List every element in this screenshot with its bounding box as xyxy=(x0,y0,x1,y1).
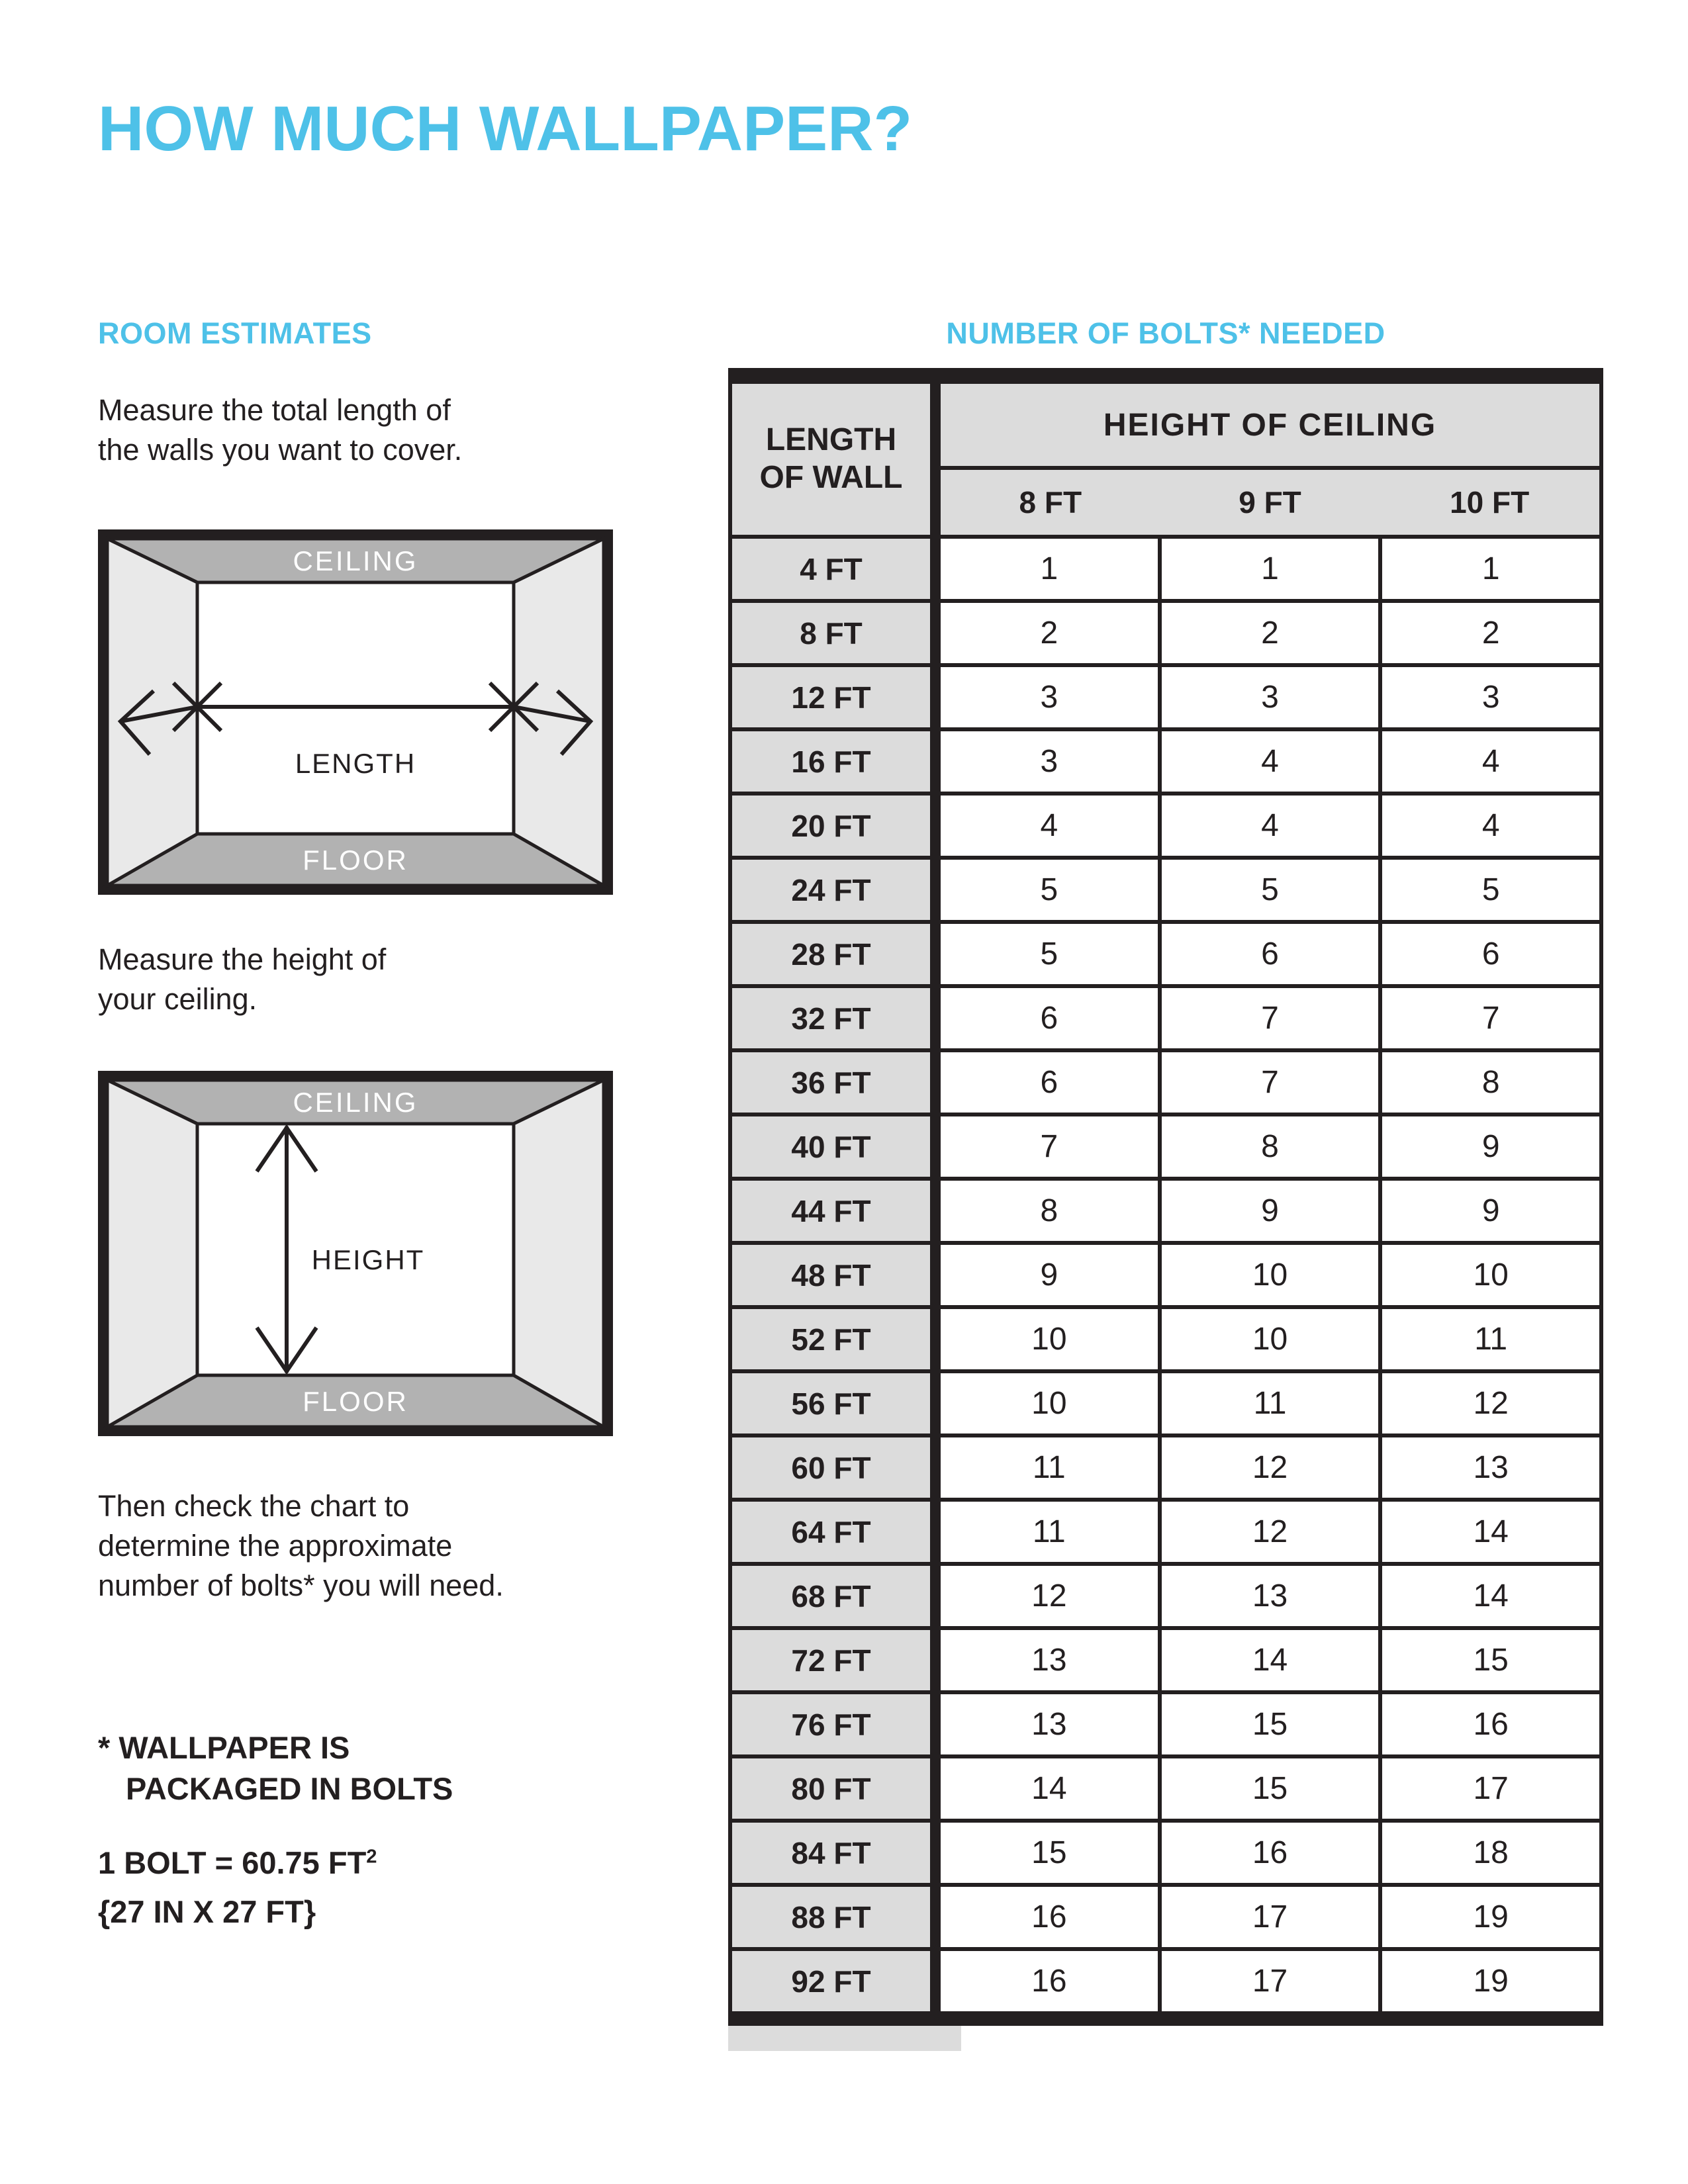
bolt-count-cell: 11 xyxy=(941,1437,1158,1498)
wallpaper-footnote xyxy=(98,1727,453,1809)
floor-label: FLOOR xyxy=(303,844,408,876)
bolt-count-cell: 3 xyxy=(941,667,1158,727)
wall-length-cell: 64 FT xyxy=(732,1502,941,1562)
bolt-count-cell: 3 xyxy=(941,731,1158,792)
bolt-count-cell: 9 xyxy=(1378,1116,1599,1177)
bolt-count-cell: 7 xyxy=(1158,1052,1379,1113)
bolt-count-cell: 5 xyxy=(1158,860,1379,920)
bolt-count-cell: 6 xyxy=(941,1052,1158,1113)
wall-length-cell: 24 FT xyxy=(732,860,941,920)
bolt-count-cell: 7 xyxy=(1378,988,1599,1048)
step3-line2: determine the approximate xyxy=(98,1529,453,1563)
wall-length-cell: 92 FT xyxy=(732,1951,941,2011)
wall-length-cell: 80 FT xyxy=(732,1758,941,1819)
wall-length-cell: 20 FT xyxy=(732,796,941,856)
wall-length-cell: 84 FT xyxy=(732,1823,941,1883)
bolt-count-cell: 11 xyxy=(1378,1309,1599,1369)
bolt-count-cell: 4 xyxy=(1378,796,1599,856)
bolt-count-cell: 10 xyxy=(941,1309,1158,1369)
col-header-10ft: 10 FT xyxy=(1450,485,1530,520)
step2-paragraph xyxy=(98,940,386,1019)
bolt-count-cell: 7 xyxy=(941,1116,1158,1177)
bolt-count-cell: 17 xyxy=(1158,1887,1379,1947)
bolt-count-cell: 19 xyxy=(1378,1951,1599,2011)
bolt-count-cell: 14 xyxy=(1158,1630,1379,1690)
bolt-count-cell: 19 xyxy=(1378,1887,1599,1947)
bolt-dimensions: {27 IN X 27 FT} xyxy=(98,1894,316,1929)
bolt-count-cell: 1 xyxy=(1158,539,1379,599)
table-row xyxy=(732,1245,1599,1309)
table-row xyxy=(732,667,1599,731)
table-row xyxy=(732,1181,1599,1245)
table-row xyxy=(732,1694,1599,1758)
wall-length-cell: 52 FT xyxy=(732,1309,941,1369)
table-row xyxy=(732,796,1599,860)
row-header-line2: OF WALL xyxy=(759,460,903,495)
bolt-count-cell: 9 xyxy=(1378,1181,1599,1241)
col-header-8ft: 8 FT xyxy=(1019,485,1082,520)
bolt-count-cell: 17 xyxy=(1378,1758,1599,1819)
bolts-table xyxy=(728,368,1603,2026)
step1-line2: the walls you want to cover. xyxy=(98,433,463,467)
bolt-count-cell: 5 xyxy=(1378,860,1599,920)
wall-length-cell: 60 FT xyxy=(732,1437,941,1498)
bolt-count-cell: 12 xyxy=(1378,1373,1599,1433)
ceiling-label: CEILING xyxy=(293,1087,418,1118)
bolt-count-cell: 5 xyxy=(941,860,1158,920)
bolt-count-cell: 16 xyxy=(941,1887,1158,1947)
bolt-count-cell: 15 xyxy=(941,1823,1158,1883)
bolt-count-cell: 13 xyxy=(941,1694,1158,1754)
bolt-count-cell: 12 xyxy=(1158,1502,1379,1562)
bolt-count-cell: 1 xyxy=(1378,539,1599,599)
bolt-count-cell: 11 xyxy=(1158,1373,1379,1433)
bolt-count-cell: 13 xyxy=(941,1630,1158,1690)
bolt-count-cell: 8 xyxy=(1378,1052,1599,1113)
step2-line2: your ceiling. xyxy=(98,982,258,1016)
height-of-ceiling-header-cell: HEIGHT OF CEILING xyxy=(941,384,1599,470)
bolt-count-cell: 11 xyxy=(941,1502,1158,1562)
wall-length-cell: 48 FT xyxy=(732,1245,941,1305)
wall-length-cell: 72 FT xyxy=(732,1630,941,1690)
bolt-count-cell: 8 xyxy=(941,1181,1158,1241)
bolt-count-cell: 14 xyxy=(1378,1502,1599,1562)
bolt-count-cell: 10 xyxy=(1158,1309,1379,1369)
step3-paragraph xyxy=(98,1486,504,1606)
step3-line3: number of bolts* you will need. xyxy=(98,1569,504,1602)
left-wall-panel xyxy=(107,1080,197,1427)
bolt-count-cell: 16 xyxy=(1158,1823,1379,1883)
wall-length-cell: 76 FT xyxy=(732,1694,941,1754)
bolt-count-cell: 4 xyxy=(941,796,1158,856)
table-row xyxy=(732,1630,1599,1694)
bolt-count-cell: 13 xyxy=(1158,1566,1379,1626)
bolt-equation: 1 BOLT = 60.75 $FT^2$ xyxy=(98,1845,377,1880)
bolt-count-cell: 15 xyxy=(1158,1694,1379,1754)
squared-superscript: 2 xyxy=(366,1846,377,1868)
left-wall-panel xyxy=(107,539,197,886)
bolt-count-cell: 13 xyxy=(1378,1437,1599,1498)
bolt-count-cell: 10 xyxy=(1158,1245,1379,1305)
ceiling-label: CEILING xyxy=(293,545,418,576)
wall-length-cell: 12 FT xyxy=(732,667,941,727)
wall-length-cell: 40 FT xyxy=(732,1116,941,1177)
bolt-count-cell: 15 xyxy=(1158,1758,1379,1819)
ceiling-height-subheaders xyxy=(941,470,1599,535)
bolt-count-cell: 12 xyxy=(1158,1437,1379,1498)
bolt-count-cell: 4 xyxy=(1158,731,1379,792)
bolt-count-cell: 6 xyxy=(941,988,1158,1048)
bolt-count-cell: 3 xyxy=(1158,667,1379,727)
room-estimates-heading: ROOM ESTIMATES xyxy=(98,316,372,350)
wall-length-cell: 44 FT xyxy=(732,1181,941,1241)
bolt-count-cell: 7 xyxy=(1158,988,1379,1048)
bolt-count-cell: 12 xyxy=(941,1566,1158,1626)
table-row xyxy=(732,1951,1599,2011)
bolt-count-cell: 17 xyxy=(1158,1951,1379,2011)
table-row xyxy=(732,924,1599,988)
bolt-count-cell: 10 xyxy=(941,1373,1158,1433)
bolt-count-cell: 4 xyxy=(1378,731,1599,792)
bolt-count-cell: 2 xyxy=(1378,603,1599,663)
step1-line1: Measure the total length of xyxy=(98,393,451,427)
floor-label: FLOOR xyxy=(303,1386,408,1417)
table-row xyxy=(732,731,1599,796)
col-header-9ft: 9 FT xyxy=(1239,485,1301,520)
table-row xyxy=(732,860,1599,924)
bolt-count-cell: 3 xyxy=(1378,667,1599,727)
bolt-count-cell: 9 xyxy=(941,1245,1158,1305)
bolt-count-cell: 14 xyxy=(941,1758,1158,1819)
bolt-count-cell: 10 xyxy=(1378,1245,1599,1305)
bolt-count-cell: 9 xyxy=(1158,1181,1379,1241)
room-height-diagram xyxy=(98,1071,613,1436)
step1-paragraph xyxy=(98,390,462,470)
table-row xyxy=(732,603,1599,667)
footnote-line2: PACKAGED IN BOLTS xyxy=(126,1771,453,1806)
table-row xyxy=(732,1887,1599,1951)
table-row xyxy=(732,1309,1599,1373)
wall-length-cell: 56 FT xyxy=(732,1373,941,1433)
table-row xyxy=(732,1052,1599,1116)
wall-length-cell: 16 FT xyxy=(732,731,941,792)
height-label: HEIGHT xyxy=(311,1244,425,1275)
length-label: LENGTH xyxy=(295,748,416,779)
step3-line1: Then check the chart to xyxy=(98,1489,410,1523)
right-wall-panel xyxy=(514,1080,604,1427)
table-row xyxy=(732,1758,1599,1823)
table-row xyxy=(732,1116,1599,1181)
row-header-line1: LENGTH xyxy=(765,422,897,458)
wall-length-cell: 32 FT xyxy=(732,988,941,1048)
wall-length-cell: 88 FT xyxy=(732,1887,941,1947)
bolts-needed-heading: NUMBER OF BOLTS* NEEDED xyxy=(946,316,1385,350)
bolt-count-cell: 6 xyxy=(1158,924,1379,984)
bolt-count-cell: 6 xyxy=(1378,924,1599,984)
table-row xyxy=(732,1566,1599,1630)
bolt-count-cell: 4 xyxy=(1158,796,1379,856)
bolt-count-cell: 2 xyxy=(1158,603,1379,663)
bolt-count-cell: 14 xyxy=(1378,1566,1599,1626)
table-footer-strip xyxy=(728,2026,961,2051)
right-wall-panel xyxy=(514,539,604,886)
length-of-wall-header-cell xyxy=(732,384,941,535)
table-row xyxy=(732,539,1599,603)
table-row xyxy=(732,1437,1599,1502)
wall-length-cell: 68 FT xyxy=(732,1566,941,1626)
table-row xyxy=(732,988,1599,1052)
bolt-count-cell: 2 xyxy=(941,603,1158,663)
footnote-line1: * WALLPAPER IS xyxy=(98,1730,350,1765)
table-row xyxy=(732,1373,1599,1437)
table-header xyxy=(732,384,1599,539)
ceiling-height-header-group xyxy=(941,384,1599,535)
wall-length-cell: 8 FT xyxy=(732,603,941,663)
bolt-count-cell: 8 xyxy=(1158,1116,1379,1177)
room-length-diagram xyxy=(98,529,613,895)
bolt-definition xyxy=(98,1839,377,1936)
bolt-count-cell: 15 xyxy=(1378,1630,1599,1690)
step2-line1: Measure the height of xyxy=(98,942,387,976)
bolt-count-cell: 18 xyxy=(1378,1823,1599,1883)
wall-length-cell: 28 FT xyxy=(732,924,941,984)
table-row xyxy=(732,1823,1599,1887)
wall-length-cell: 4 FT xyxy=(732,539,941,599)
page-title: HOW MUCH WALLPAPER? xyxy=(98,93,913,164)
bolt-count-cell: 16 xyxy=(1378,1694,1599,1754)
bolt-count-cell: 1 xyxy=(941,539,1158,599)
bolts-table-body xyxy=(732,539,1599,2011)
bolt-count-cell: 16 xyxy=(941,1951,1158,2011)
bolt-count-cell: 5 xyxy=(941,924,1158,984)
wall-length-cell: 36 FT xyxy=(732,1052,941,1113)
table-row xyxy=(732,1502,1599,1566)
